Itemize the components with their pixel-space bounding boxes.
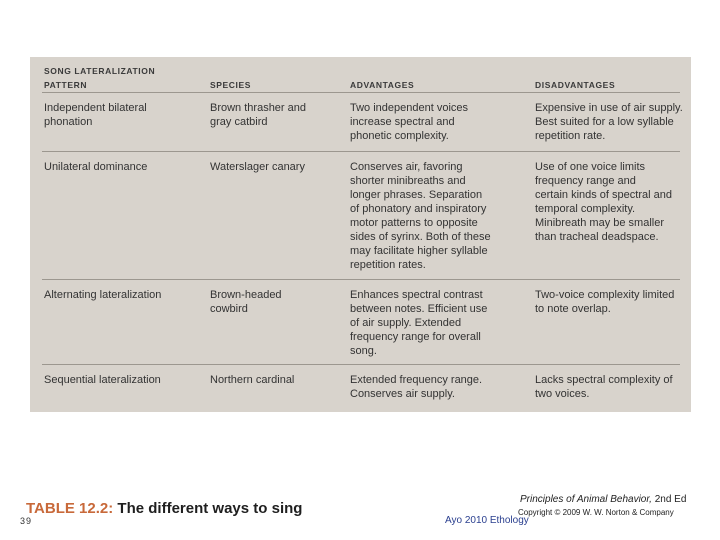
header-pattern-line2: PATTERN [44,80,88,90]
row-2-disadvantages: Use of one voice limits frequency range and certain kinds of spectral and temporal complexity. Minibreath may be smaller than tracheal deadspace. [535,161,672,243]
header-advantages: ADVANTAGES [350,80,415,90]
table-caption [26,500,302,517]
header-disadvantages: DISADVANTAGES [535,80,616,90]
row-1-species: Brown thrasher and gray catbird [210,102,306,128]
book-title: Principles of Animal Behavior, [520,494,652,505]
row-2-advantages: Conserves air, favoring shorter minibreaths and longer phrases. Separation of phonatory and inspiratory motor patterns to opposite sides of syrinx. Both of these may facilitate higher syllable repetition rates. [350,161,491,271]
row-divider [42,151,680,152]
row-1-disadvantages: Expensive in use of air supply. Best suited for a low syllable repetition rate. [535,102,683,142]
row-3-disadvantages: Two-voice complexity limited to note overlap. [535,289,675,315]
row-2-species: Waterslager canary [210,161,305,173]
page-number: 39 [20,516,33,526]
book-edition: 2nd Ed [654,494,687,505]
caption-text: The different ways to sing [117,500,303,517]
row-3-advantages: Enhances spectral contrast between notes. Efficient use of air supply. Extended frequency range for overall song. [350,289,488,357]
header-divider [42,92,680,93]
row-2-pattern: Unilateral dominance [44,161,148,173]
row-3-species: Brown-headed cowbird [210,289,282,315]
footer-text: Ayo 2010 Ethology [445,515,529,526]
copyright: Copyright © 2009 W. W. Norton & Company [518,508,674,517]
row-divider [42,364,680,365]
book-credit [520,494,686,505]
header-species: SPECIES [210,80,252,90]
row-3-pattern: Alternating lateralization [44,289,162,301]
row-1-advantages: Two independent voices increase spectral and phonetic complexity. [350,102,469,142]
table-panel [30,57,691,412]
row-4-pattern: Sequential lateralization [44,374,161,386]
row-1-pattern: Independent bilateral phonation [44,102,147,128]
row-4-advantages: Extended frequency range. Conserves air supply. [350,374,483,400]
row-4-disadvantages: Lacks spectral complexity of two voices. [535,374,673,400]
row-divider [42,279,680,280]
header-pattern-line1: SONG LATERALIZATION [44,66,156,76]
caption-number: TABLE 12.2: [26,500,114,517]
row-4-species: Northern cardinal [210,374,295,386]
